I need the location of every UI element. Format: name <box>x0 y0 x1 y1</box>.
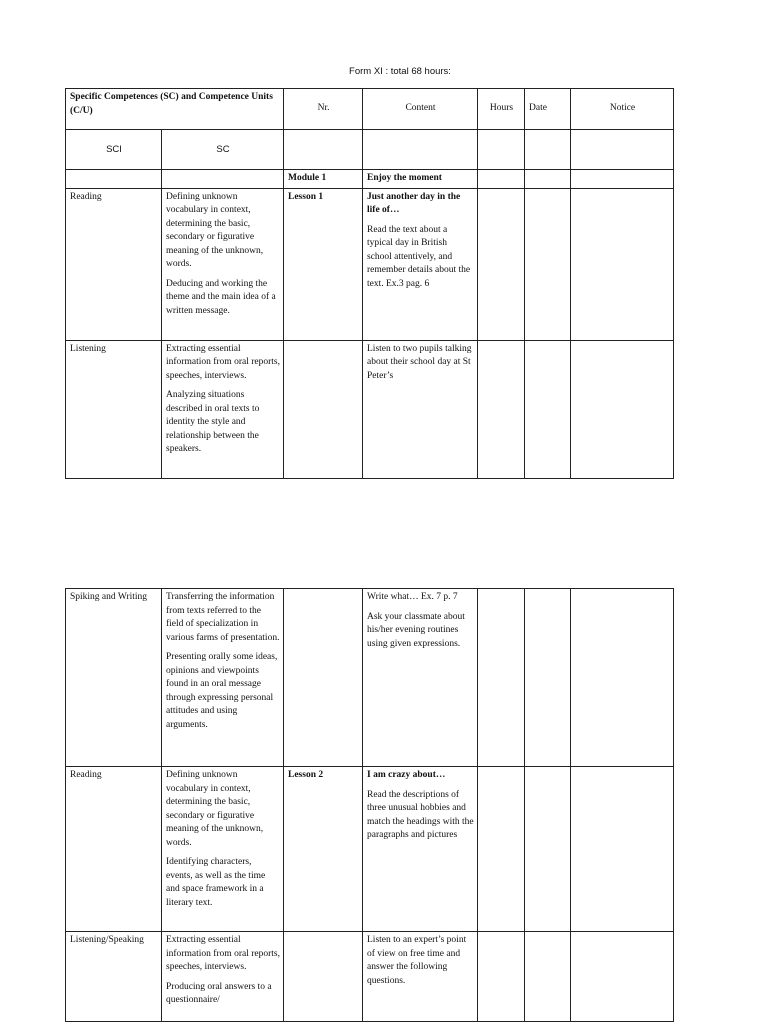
sci-cell: Listening/Speaking <box>66 932 162 1022</box>
date-header: Date <box>525 89 571 130</box>
lesson-title: I am crazy about… <box>367 770 446 780</box>
header-row <box>66 89 674 130</box>
table-row <box>66 932 674 1022</box>
content-cell: Just another day in the life of… Read the text about a typical day in British school attentively, and remember details about the text. Ex.3 pag. 6 <box>363 188 478 340</box>
curriculum-table-2 <box>65 588 674 1022</box>
sc-cell: Extracting essential information from oral reports, speeches, interviews. Producing oral answers to a questionnaire/ <box>162 932 284 1022</box>
sc-cell: Defining unknown vocabulary in context, determining the basic, secondary or figurative meaning of the unknown, words. Identifying characters, events, as well as the time and space framework in a literary text. <box>162 767 284 932</box>
lesson-number: Lesson 2 <box>284 767 363 932</box>
content-header: Content <box>363 89 478 130</box>
content-cell: I am crazy about… Read the descriptions of three unusual hobbies and match the headings with the paragraphs and pictures <box>363 767 478 932</box>
notice-header: Notice <box>571 89 674 130</box>
module-row <box>66 170 674 189</box>
table-row <box>66 589 674 767</box>
sc-cell: Defining unknown vocabulary in context, determining the basic, secondary or figurative meaning of the unknown, words. Deducing and working the theme and the main idea of a written message. <box>162 188 284 340</box>
nr-header: Nr. <box>284 89 363 130</box>
sc-cell: Transferring the information from texts referred to the field of specialization in various farms of presentation. Presenting orally some ideas, opinions and viewpoints found in an oral message through expressing personal attitudes and using arguments. <box>162 589 284 767</box>
module-title: Enjoy the moment <box>363 170 478 189</box>
table-row <box>66 340 674 478</box>
sc-cell: Extracting essential information from oral reports, speeches, interviews. Analyzing situations described in oral texts to identity the style and relationship between the speakers. <box>162 340 284 478</box>
table-row <box>66 767 674 932</box>
form-title: Form XI : total 68 hours: <box>349 66 451 77</box>
module-number: Module 1 <box>284 170 363 189</box>
sci-cell: Spiking and Writing <box>66 589 162 767</box>
content-cell: Write what… Ex. 7 p. 7 Ask your classmate about his/her evening routines using given expressions. <box>363 589 478 767</box>
curriculum-table-1 <box>65 88 674 479</box>
sci-cell: Reading <box>66 767 162 932</box>
subheader-row <box>66 130 674 170</box>
sci-header: SCI <box>66 130 162 170</box>
hours-header: Hours <box>478 89 525 130</box>
competences-header: Specific Competences (SC) and Competence Units (C/U) <box>66 89 284 130</box>
table-row <box>66 188 674 340</box>
content-cell: Listen to two pupils talking about their school day at St Peter’s <box>363 340 478 478</box>
content-cell: Listen to an expert’s point of view on free time and answer the following questions. <box>363 932 478 1022</box>
lesson-number: Lesson 1 <box>284 188 363 340</box>
sc-header: SC <box>162 130 284 170</box>
lesson-title: Just another day in the life of… <box>367 191 461 215</box>
sci-cell: Reading <box>66 188 162 340</box>
sci-cell: Listening <box>66 340 162 478</box>
